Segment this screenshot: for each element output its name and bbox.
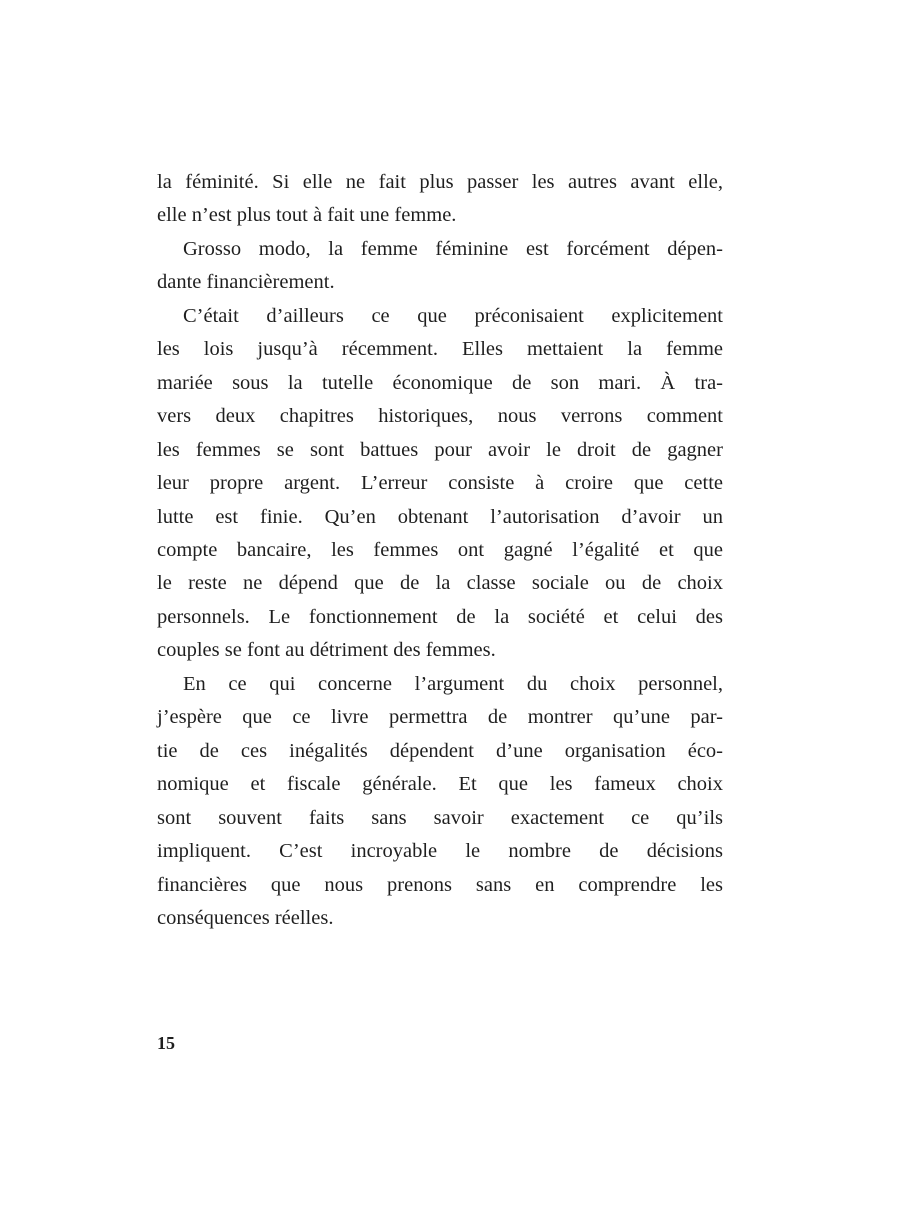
text-line: Grosso modo, la femme féminine est forcément dépen- (183, 237, 723, 260)
text-line: elle n’est plus tout à fait une femme. (157, 204, 457, 227)
text-line: lutte est finie. Qu’en obtenant l’autorisation d’avoir un (157, 505, 723, 528)
text-line: mariée sous la tutelle économique de son mari. À tra- (157, 371, 723, 394)
text-line: j’espère que ce livre permettra de montrer qu’une par- (157, 706, 723, 729)
text-line: C’était d’ailleurs ce que préconisaient explicitement (183, 304, 723, 327)
text-line: En ce qui concerne l’argument du choix personnel, (183, 672, 723, 695)
body-text (157, 166, 723, 935)
text-line: les femmes se sont battues pour avoir le droit de gagner (157, 438, 723, 461)
paragraph (157, 300, 723, 668)
text-line: personnels. Le fonctionnement de la société et celui des (157, 605, 723, 628)
paragraph (157, 668, 723, 936)
text-line: conséquences réelles. (157, 906, 334, 929)
text-line: tie de ces inégalités dépendent d’une organisation éco- (157, 739, 723, 762)
text-line: la féminité. Si elle ne fait plus passer les autres avant elle, (157, 171, 723, 193)
text-line: dante financièrement. (157, 271, 335, 294)
text-line: nomique et fiscale générale. Et que les fameux choix (157, 773, 723, 796)
text-line: le reste ne dépend que de la classe sociale ou de choix (157, 572, 723, 595)
paragraph (157, 233, 723, 300)
text-line: les lois jusqu’à récemment. Elles mettaient la femme (157, 338, 723, 361)
text-line: financières que nous prenons sans en comprendre les (157, 873, 723, 896)
paragraph (157, 166, 723, 233)
text-line: couples se font au détriment des femmes. (157, 639, 496, 662)
text-line: compte bancaire, les femmes ont gagné l’égalité et que (157, 538, 723, 561)
text-line: vers deux chapitres historiques, nous verrons comment (157, 405, 723, 428)
text-line: sont souvent faits sans savoir exactement ce qu’ils (157, 806, 723, 829)
page-number: 15 (157, 1033, 175, 1053)
text-line: impliquent. C’est incroyable le nombre de décisions (157, 840, 723, 863)
text-line: leur propre argent. L’erreur consiste à croire que cette (157, 472, 723, 495)
